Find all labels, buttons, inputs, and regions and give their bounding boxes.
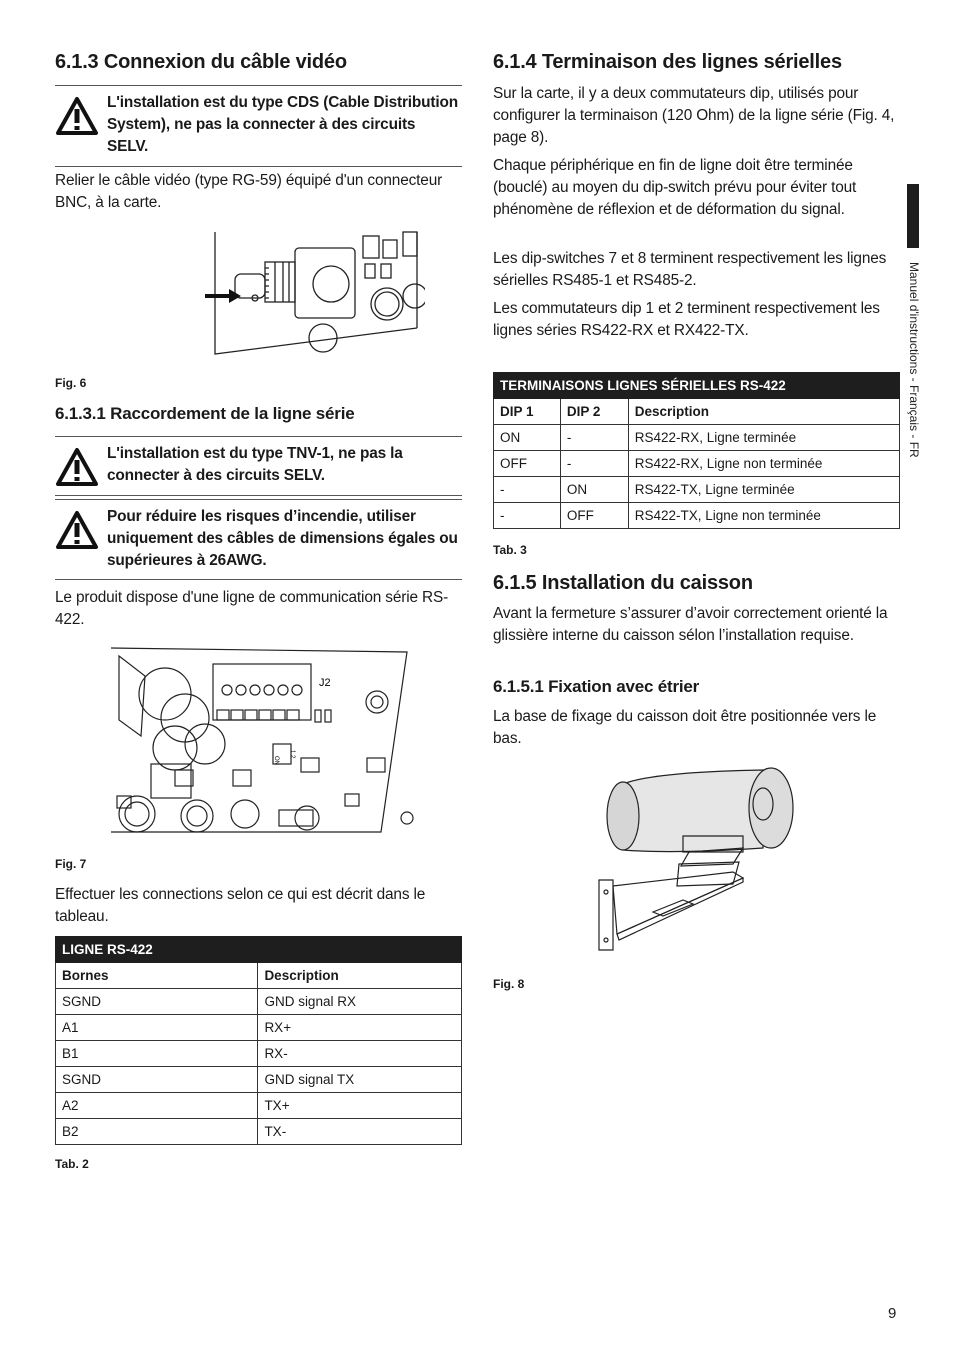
table-row — [56, 1119, 462, 1145]
paragraph-rs422: Le produit dispose d'une ligne de communication série RS-422. — [55, 589, 449, 628]
table-cell: RX- — [258, 1041, 462, 1067]
table-row — [56, 1067, 462, 1093]
table-row — [56, 1015, 462, 1041]
paragraph-dip-switches: Sur la carte, il y a deux commutateurs dip, utilisés pour configurer la terminaison (120 Ohm) de la ligne série (Fig. 4, page 8). — [493, 85, 895, 146]
table3-caption: Tab. 3 — [493, 543, 527, 557]
table-cell: OFF — [560, 503, 628, 529]
table-cell: OFF — [494, 451, 561, 477]
table3-header-description: Description — [628, 399, 899, 425]
table2-title: LIGNE RS-422 — [56, 937, 462, 963]
table3-header-dip2: DIP 2 — [560, 399, 628, 425]
paragraph-end-of-line: Chaque périphérique en fin de ligne doit être terminée (bouclé) au moyen du dip-switch prévu pour éviter tout phénomène de réflexion et de déformation du signal. — [493, 157, 857, 218]
paragraph-dip-1-2: Les commutateurs dip 1 et 2 terminent respectivement les lignes séries RS422-RX et RX422-TX. — [493, 300, 880, 339]
table-cell: GND signal TX — [258, 1067, 462, 1093]
section-6-1-3-title: 6.1.3 Connexion du câble vidéo — [55, 51, 347, 73]
fig7-board-illustration — [105, 646, 465, 836]
table-cell: - — [560, 451, 628, 477]
table-row — [494, 451, 900, 477]
warning-triangle-icon — [55, 96, 99, 136]
warning-triangle-icon — [55, 510, 99, 550]
table-cell: - — [494, 503, 561, 529]
table-cell: ON — [560, 477, 628, 503]
table-row — [56, 1041, 462, 1067]
paragraph-housing-installation: Avant la fermeture s’assurer d’avoir correctement orienté la glissière interne du caisson sélon l’installation requise. — [493, 605, 888, 644]
paragraph-connections: Effectuer les connections selon ce qui est décrit dans le tableau. — [55, 886, 426, 925]
table-row — [494, 503, 900, 529]
table-row — [494, 425, 900, 451]
table-cell: RS422-TX, Ligne non terminée — [628, 503, 899, 529]
table-cell: - — [560, 425, 628, 451]
table-serial-terminations — [493, 372, 900, 529]
table-cell: B2 — [56, 1119, 258, 1145]
table-row — [494, 477, 900, 503]
table-cell: SGND — [56, 1067, 258, 1093]
warning-text-tnv: L'installation est du type TNV-1, ne pas la connecter à des circuits SELV. — [107, 445, 403, 484]
table-cell: RS422-RX, Ligne non terminée — [628, 451, 899, 477]
side-tab-marker — [907, 184, 919, 248]
fig7-switch-numbers: 1 2 — [289, 750, 295, 759]
paragraph-connect-video: Relier le câble vidéo (type RG-59) équipé d'un connecteur BNC, à la carte. — [55, 172, 443, 211]
warning-triangle-icon — [55, 447, 99, 487]
table3-title: TERMINAISONS LIGNES SÉRIELLES RS-422 — [494, 373, 900, 399]
table-cell: TX+ — [258, 1093, 462, 1119]
warning-box-cds — [55, 85, 462, 167]
fig8-caption: Fig. 8 — [493, 977, 525, 991]
section-6-1-3-1-title: 6.1.3.1 Raccordement de la ligne série — [55, 404, 355, 423]
table2-header-description: Description — [258, 963, 462, 989]
table2-caption: Tab. 2 — [55, 1157, 89, 1171]
table-cell: RX+ — [258, 1015, 462, 1041]
section-6-1-4-title: 6.1.4 Terminaison des lignes sérielles — [493, 51, 842, 73]
warning-box-awg — [55, 499, 462, 580]
paragraph-bracket-mount: La base de fixage du caisson doit être positionnée vers le bas. — [493, 708, 877, 747]
table-cell: GND signal RX — [258, 989, 462, 1015]
fig8-housing-bracket-illustration — [593, 764, 803, 958]
table-cell: RS422-RX, Ligne terminée — [628, 425, 899, 451]
table-rs422-line — [55, 936, 462, 1145]
table-cell: A1 — [56, 1015, 258, 1041]
paragraph-dip-7-8: Les dip-switches 7 et 8 terminent respectivement les lignes sérielles RS485-1 et RS485-2. — [493, 250, 887, 289]
side-label: Manuel d'instructions - Français - FR — [907, 262, 921, 458]
fig6-caption: Fig. 6 — [55, 376, 87, 390]
fig7-caption: Fig. 7 — [55, 857, 87, 871]
table3-header-dip1: DIP 1 — [494, 399, 561, 425]
fig7-j2-label: J2 — [319, 677, 331, 689]
warning-text-awg: Pour réduire les risques d’incendie, utiliser uniquement des câbles de dimensions égales ou supérieures à 26AWG. — [107, 508, 458, 569]
fig6-bnc-illustration — [145, 228, 425, 360]
table-row — [56, 989, 462, 1015]
page-number: 9 — [888, 1305, 897, 1322]
table-cell: RS422-TX, Ligne terminée — [628, 477, 899, 503]
warning-box-tnv — [55, 436, 462, 496]
table-cell: TX- — [258, 1119, 462, 1145]
table-cell: - — [494, 477, 561, 503]
table-cell: B1 — [56, 1041, 258, 1067]
table2-header-bornes: Bornes — [56, 963, 258, 989]
table-cell: SGND — [56, 989, 258, 1015]
section-6-1-5-1-title: 6.1.5.1 Fixation avec étrier — [493, 677, 700, 696]
warning-text-cds: L'installation est du type CDS (Cable Distribution System), ne pas la connecter à des circuits SELV. — [107, 94, 459, 155]
section-6-1-5-title: 6.1.5 Installation du caisson — [493, 572, 753, 594]
table-cell: ON — [494, 425, 561, 451]
table-row — [56, 1093, 462, 1119]
table-cell: A2 — [56, 1093, 258, 1119]
fig7-on-label: ON — [273, 756, 279, 765]
